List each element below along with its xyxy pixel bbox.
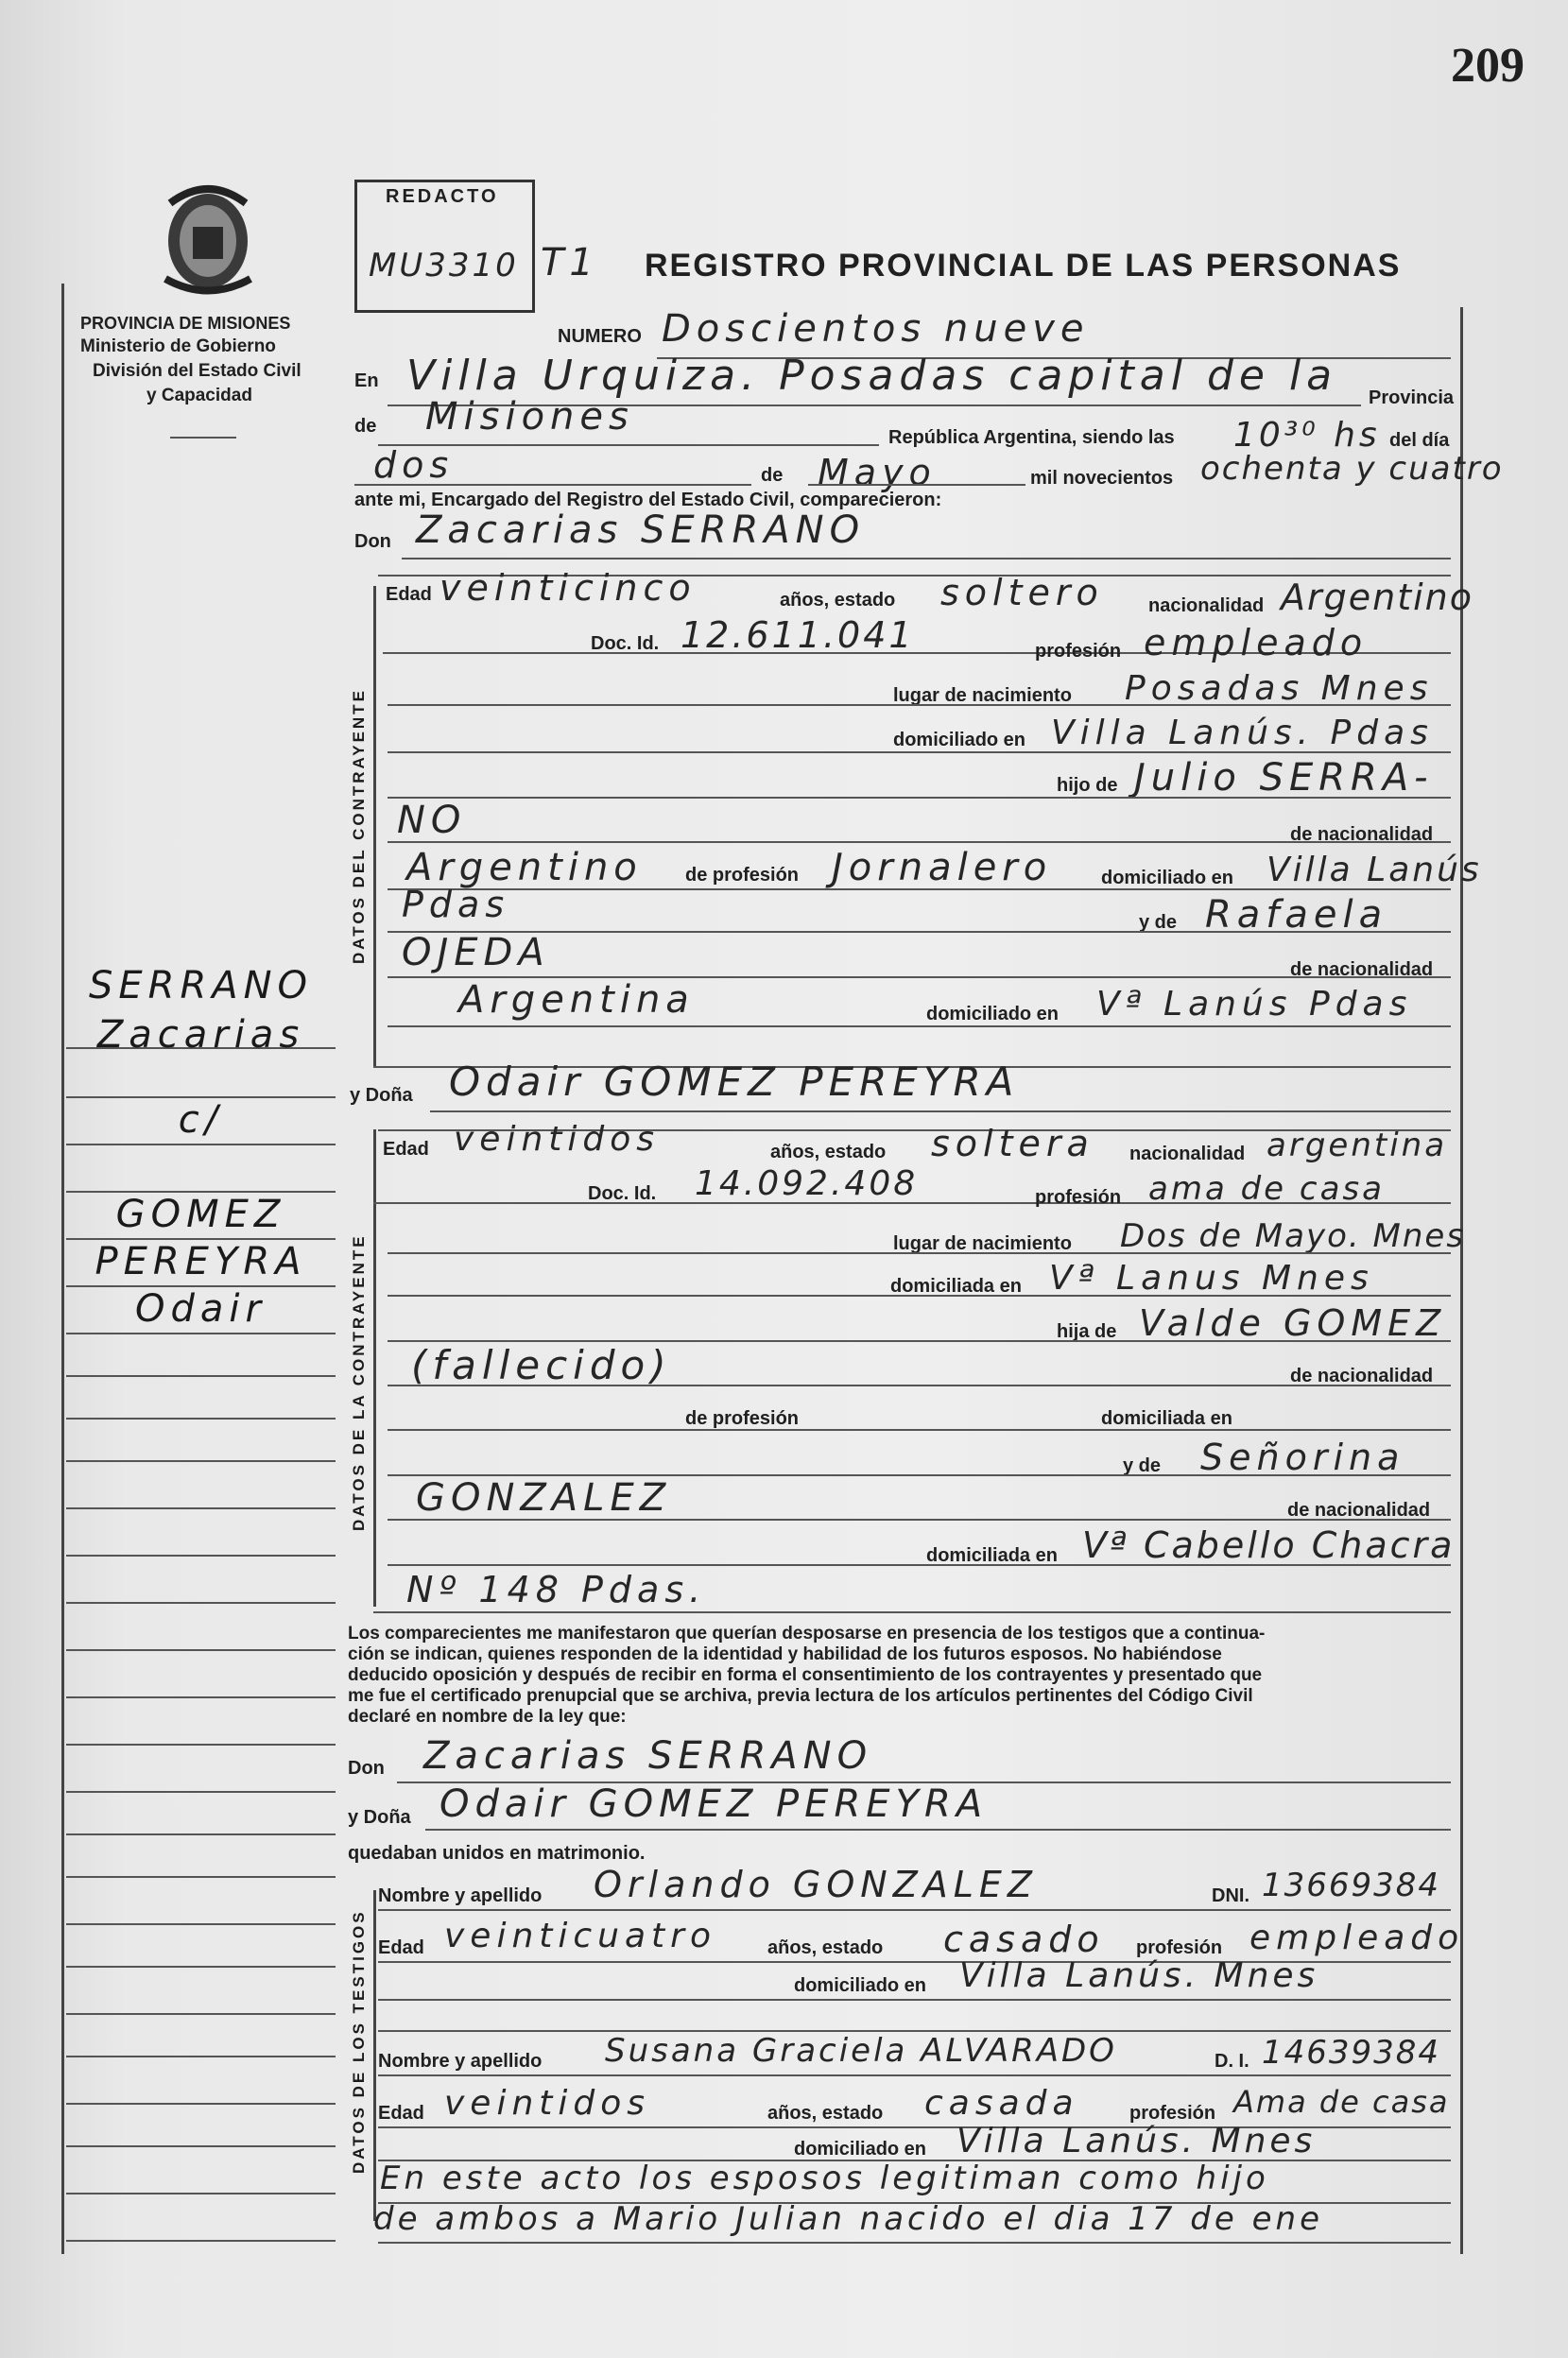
y-de-label: y de	[1139, 912, 1178, 933]
de-nac-label-f: de nacionalidad	[1290, 1366, 1434, 1386]
madre-nac: Argentina	[458, 978, 695, 1022]
republica-text: República Argentina, siendo las	[888, 427, 1175, 448]
padre-b: NO	[397, 799, 467, 842]
contrayente-doc: 12.611.041	[681, 614, 915, 656]
contrayente-edad: veinticinco	[439, 567, 697, 609]
dom-label-3-f: domiciliada en	[926, 1545, 1058, 1566]
org-capacidad: y Capacidad	[146, 386, 252, 405]
contrayente-lugar-nac: Posadas Mnes	[1125, 669, 1434, 708]
declaracion-line-3: deducido oposición y después de recibir en forma el consentimiento de los contrayentes y presentado que	[348, 1665, 1263, 1685]
dom-label-f: domiciliada en	[890, 1276, 1022, 1297]
t2-nombre: Susana Graciela ALVARADO	[605, 2032, 1117, 2070]
org-division: División del Estado Civil	[93, 361, 302, 381]
contrayente-nacionalidad: Argentino	[1281, 577, 1473, 618]
t2-estado: casada	[924, 2084, 1079, 2123]
contrayente-f-madre-dom-a: Vª Cabello Chacra	[1082, 1524, 1456, 1566]
t2-profesion: Ama de casa	[1233, 2084, 1450, 2120]
t2-edad: veintidos	[444, 2084, 651, 2123]
edad-label: Edad	[386, 584, 432, 605]
nac-label: nacionalidad	[1148, 595, 1265, 616]
contrayente-f-madre-a: Señorina	[1200, 1437, 1405, 1478]
t1-edad: veinticuatro	[444, 1917, 716, 1955]
de-nac-label-2-f: de nacionalidad	[1287, 1500, 1431, 1521]
dom-label-2-f: domiciliada en	[1101, 1408, 1232, 1429]
prof-label-f: profesión	[1035, 1187, 1122, 1208]
page-number: 209	[1451, 39, 1525, 93]
hijo-label: hijo de	[1057, 775, 1118, 796]
margin-surname-3: PEREYRA	[95, 1240, 307, 1283]
padre-nac: Argentino	[406, 846, 643, 889]
provincia-value: Misiones	[425, 395, 634, 439]
t1-dom-label: domiciliado en	[794, 1975, 927, 1996]
dona-label: y Doña	[350, 1085, 413, 1106]
contrayente-f-madre-b: GONZALEZ	[416, 1476, 672, 1520]
hora-value: 10³⁰ hs	[1233, 416, 1381, 455]
contrayente-f-madre-dom-b: Nº 148 Pdas.	[406, 1569, 707, 1610]
nota-line-2: de ambos a Mario Julian nacido el dia 17 de ene	[373, 2200, 1323, 2238]
de-mes-label: de	[761, 465, 784, 486]
doc-label: Doc. Id.	[591, 633, 660, 654]
contrayente-f-profesion: ama de casa	[1148, 1170, 1385, 1208]
section-label-contrayente-f: DATOS DE LA CONTRAYENTE	[350, 1233, 368, 1531]
padre-dom-a: Villa Lanús	[1266, 851, 1482, 889]
en-label: En	[354, 370, 379, 391]
contrayente-f-domicilio: Vª Lanus Mnes	[1049, 1259, 1374, 1298]
contrayente-f-edad: veintidos	[454, 1120, 661, 1159]
lugar-value: Villa Urquiza. Posadas capital de la	[406, 352, 1338, 400]
padre-obs: (fallecido)	[411, 1342, 672, 1388]
anio-value: ochenta y cuatro	[1200, 450, 1504, 488]
de-label: de	[354, 416, 377, 437]
edad-label-f: Edad	[383, 1139, 429, 1160]
contrayente-f-lugar-nac: Dos de Mayo. Mnes	[1120, 1217, 1466, 1255]
contrayente-nombre: Zacarias SERRANO	[416, 508, 866, 552]
declaracion-line-1: Los comparecientes me manifestaron que querían desposarse en presencia de los testigos que a continua-	[348, 1624, 1266, 1644]
numero-value: Doscientos nueve	[662, 307, 1090, 351]
tomo-value: T1	[541, 241, 599, 284]
contrayente-f-estado: soltera	[931, 1123, 1094, 1164]
margin-contra: c/	[178, 1098, 224, 1142]
t2-domicilio: Villa Lanús. Mnes	[956, 2122, 1317, 2160]
contrayente-f-nombre: Odair GOMEZ PEREYRA	[449, 1059, 1020, 1105]
de-nac-label-2: de nacionalidad	[1290, 959, 1434, 980]
margin-firstname-2: Odair	[135, 1287, 267, 1331]
margin-surname-2: GOMEZ	[115, 1193, 286, 1236]
t1-nombre: Orlando GONZALEZ	[594, 1864, 1038, 1905]
anios-label: años, estado	[780, 590, 896, 611]
madre-a: Rafaela	[1205, 893, 1388, 937]
org-province: PROVINCIA DE MISIONES	[80, 314, 291, 333]
redacto-box	[354, 180, 535, 313]
dia-value: dos	[373, 444, 455, 486]
contrayente-f-nacionalidad: argentina	[1266, 1127, 1448, 1164]
hija-label: hija de	[1057, 1321, 1117, 1342]
dom-label-3: domiciliado en	[926, 1004, 1060, 1024]
y-de-label-f: y de	[1123, 1455, 1162, 1476]
t1-profesion: empleado	[1249, 1919, 1465, 1957]
document-title: REGISTRO PROVINCIAL DE LAS PERSONAS	[645, 248, 1402, 284]
decl-dona-label: y Doña	[348, 1807, 411, 1828]
nota-line-1: En este acto los esposos legitiman como hijo	[380, 2160, 1269, 2197]
t1-nombre-label: Nombre y apellido	[378, 1885, 543, 1906]
prof-label: profesión	[1035, 641, 1122, 662]
contrayente-domicilio: Villa Lanús. Pdas	[1051, 714, 1434, 752]
t1-prof-label: profesión	[1136, 1937, 1223, 1958]
don-label: Don	[354, 531, 391, 552]
decl-dona: Odair GOMEZ PEREYRA	[439, 1782, 989, 1826]
de-prof-label: de profesión	[685, 865, 800, 886]
contrayente-estado: soltero	[940, 572, 1104, 613]
nac-label-f: nacionalidad	[1129, 1144, 1246, 1164]
t1-domicilio: Villa Lanús. Mnes	[959, 1956, 1319, 1995]
de-prof-label-f: de profesión	[685, 1408, 800, 1429]
provincial-coat-of-arms-icon	[151, 175, 265, 298]
padre-prof: Jornalero	[832, 846, 1053, 889]
padre-a: Julio SERRA-	[1134, 756, 1434, 800]
mil-label: mil novecientos	[1030, 468, 1174, 489]
de-nac-label: de nacionalidad	[1290, 824, 1434, 845]
declaracion-line-4: me fue el certificado prenupcial que se archiva, previa lectura de los artículos pertinentes del Código Civil	[348, 1686, 1253, 1706]
dom-label-2: domiciliado en	[1101, 868, 1234, 888]
t1-doc: 13669384	[1262, 1867, 1441, 1904]
section-label-contrayente: DATOS DEL CONTRAYENTE	[350, 688, 368, 964]
dom-label: domiciliado en	[893, 730, 1026, 750]
section-label-testigos: DATOS DE LOS TESTIGOS	[350, 1909, 368, 2174]
ante-text: ante mi, Encargado del Registro del Estado Civil, comparecieron:	[354, 490, 942, 510]
margin-firstname: Zacarias	[96, 1013, 305, 1057]
provincia-label: Provincia	[1369, 387, 1455, 408]
contrayente-f-padre: Valde GOMEZ	[1139, 1302, 1447, 1344]
contrayente-f-doc: 14.092.408	[695, 1164, 919, 1203]
margin-surname: SERRANO	[88, 964, 314, 1007]
t2-nombre-label: Nombre y apellido	[378, 2051, 543, 2072]
doc-label-f: Doc. Id.	[588, 1183, 657, 1204]
t1-edad-label: Edad	[378, 1937, 424, 1958]
madre-b: OJEDA	[402, 931, 550, 974]
t2-doc-label: D. I.	[1215, 2051, 1249, 2072]
t2-anios-label: años, estado	[767, 2103, 884, 2124]
t2-edad-label: Edad	[378, 2103, 424, 2124]
del-dia-label: del día	[1389, 430, 1450, 451]
org-ministry: Ministerio de Gobierno	[80, 336, 276, 356]
t2-prof-label: profesión	[1129, 2103, 1216, 2124]
contrayente-profesion: empleado	[1144, 622, 1369, 663]
padre-dom-b: Pdas	[402, 884, 510, 925]
t1-doc-label: DNI.	[1212, 1885, 1249, 1906]
t1-estado: casado	[943, 1919, 1105, 1960]
decl-don: Zacarias SERRANO	[423, 1734, 873, 1778]
anios-label-f: años, estado	[770, 1142, 887, 1162]
madre-dom: Vª Lanús Pdas	[1096, 985, 1413, 1024]
t1-anios-label: años, estado	[767, 1937, 884, 1958]
decl-don-label: Don	[348, 1758, 385, 1779]
t2-doc: 14639384	[1262, 2034, 1441, 2072]
decl-quedaban: quedaban unidos en matrimonio.	[348, 1843, 646, 1864]
declaracion-line-2: ción se indican, quienes responden de la identidad y habilidad de los futuros esposos. No habiéndose	[348, 1644, 1222, 1664]
t2-dom-label: domiciliado en	[794, 2139, 927, 2160]
mes-value: Mayo	[818, 452, 937, 493]
lugar-nac-label: lugar de nacimiento	[893, 685, 1072, 706]
redacto-value: MU3310	[369, 247, 519, 284]
declaracion-line-5: declaré en nombre de la ley que:	[348, 1707, 627, 1727]
redacto-label: REDACTO	[386, 186, 499, 207]
numero-label: NUMERO	[558, 326, 642, 347]
lugar-nac-label-f: lugar de nacimiento	[893, 1233, 1072, 1254]
